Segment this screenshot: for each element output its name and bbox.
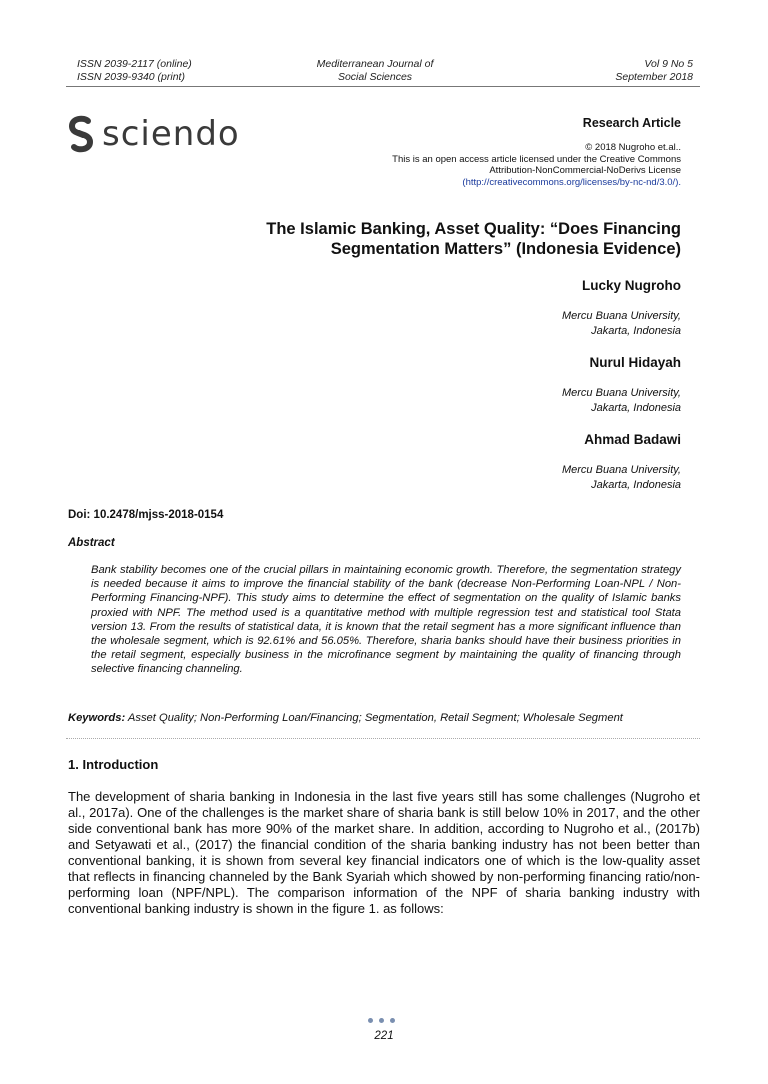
dot bbox=[390, 1018, 395, 1023]
affiliation-line1: Mercu Buana University, bbox=[561, 310, 681, 322]
author-name: Lucky Nugroho bbox=[581, 278, 681, 293]
affiliation-line2: Jakarta, Indonesia bbox=[591, 479, 681, 491]
affiliation-line2: Jakarta, Indonesia bbox=[591, 402, 681, 414]
journal-name-line1: Mediterranean Journal of bbox=[316, 58, 434, 70]
abstract-heading: Abstract bbox=[68, 537, 115, 549]
volume: Vol 9 No 5 bbox=[644, 58, 693, 70]
keywords bbox=[68, 712, 700, 724]
header-divider bbox=[66, 86, 700, 87]
abstract-text: Bank stability becomes one of the crucial pillars in maintaining economic growth. Therefore, the segmentation strategy is needed because it aims to improve the financial stability of the bank (decrease Non-Performing Loan-NPL / Non-Performing Financing-NPF). This study aims to determine the effect of segmentation on the quality of Islamic banks proxied with NPF. The method used is a quantitative method with multiple regression test and statistical tool Stata version 13. From the results of statistical data, it is known that the retail segment has a more significant influence than the wholesale segment, which is 92.61% and 56.05%. Therefore, sharia banks should have their business priorities in the retail segment, especially business in the microfinance segment by maintaining the quality of financing through selective financing channeling. bbox=[91, 564, 681, 676]
logo-text: sciendo bbox=[102, 114, 240, 154]
issn-online: ISSN 2039-2117 (online) bbox=[77, 58, 192, 70]
author-affiliation bbox=[562, 386, 681, 416]
author-name: Nurul Hidayah bbox=[589, 355, 681, 370]
issn-print: ISSN 2039-9340 (print) bbox=[77, 71, 185, 83]
section-divider bbox=[66, 738, 700, 739]
keywords-text: Asset Quality; Non-Performing Loan/Financing; Segmentation, Retail Segment; Wholesale Segment bbox=[127, 712, 623, 724]
journal-name-line2: Social Sciences bbox=[337, 71, 413, 83]
title-line2: Segmentation Matters” (Indonesia Evidence) bbox=[330, 240, 681, 258]
license-link[interactable]: (http://creativecommons.org/licenses/by-nc-nd/3.0/). bbox=[462, 176, 681, 188]
copyright: © 2018 Nugroho et.al.. bbox=[585, 142, 681, 153]
page-number: 221 bbox=[374, 1030, 394, 1042]
sciendo-s-icon bbox=[66, 115, 96, 153]
affiliation-line1: Mercu Buana University, bbox=[561, 387, 681, 399]
license-line2: Attribution-NonCommercial-NoDerivs License bbox=[489, 165, 681, 176]
author-name: Ahmad Badawi bbox=[584, 432, 681, 447]
license-line1: This is an open access article licensed under the Creative Commons bbox=[392, 153, 681, 165]
header-volume bbox=[615, 58, 693, 84]
dot bbox=[368, 1018, 373, 1023]
author-affiliation bbox=[562, 463, 681, 493]
affiliation-line2: Jakarta, Indonesia bbox=[591, 325, 681, 337]
affiliation-line1: Mercu Buana University, bbox=[561, 464, 681, 476]
license-block bbox=[341, 142, 681, 188]
keywords-label: Keywords: bbox=[68, 712, 126, 724]
header-issn bbox=[77, 58, 192, 84]
issue-date: September 2018 bbox=[615, 71, 693, 83]
header-journal bbox=[300, 58, 450, 84]
article-type: Research Article bbox=[582, 116, 681, 130]
article-title bbox=[201, 219, 681, 259]
dot bbox=[379, 1018, 384, 1023]
author-affiliation bbox=[562, 309, 681, 339]
section-heading: 1. Introduction bbox=[68, 757, 159, 772]
sciendo-logo bbox=[66, 112, 240, 156]
doi: Doi: 10.2478/mjss-2018-0154 bbox=[68, 509, 224, 521]
title-line1: The Islamic Banking, Asset Quality: “Does Financing bbox=[266, 220, 681, 238]
body-paragraph: The development of sharia banking in Indonesia in the last five years still has some challenges (Nugroho et al., 2017a). One of the challenges is the market share of sharia bank is still below 10% in 2017, and the other side conventional bank has more 90% of the market share. In addition, according to Nugroho et al., (2017b) and Setyawati et al., (2017) the financial condition of the sharia banking industry has not been better than conventional banking, it is shown from several key financial indicators one of which is the low-quality asset that reflects in financing channeled by the Bank Syariah which showed by non-performing financing ratio/non-performing loan (NPF/NPL). The comparison information of the NPF of sharia banking industry with conventional banking industry is shown in the figure 1. as follows: bbox=[68, 789, 700, 916]
page-dots-ornament bbox=[368, 1018, 395, 1023]
